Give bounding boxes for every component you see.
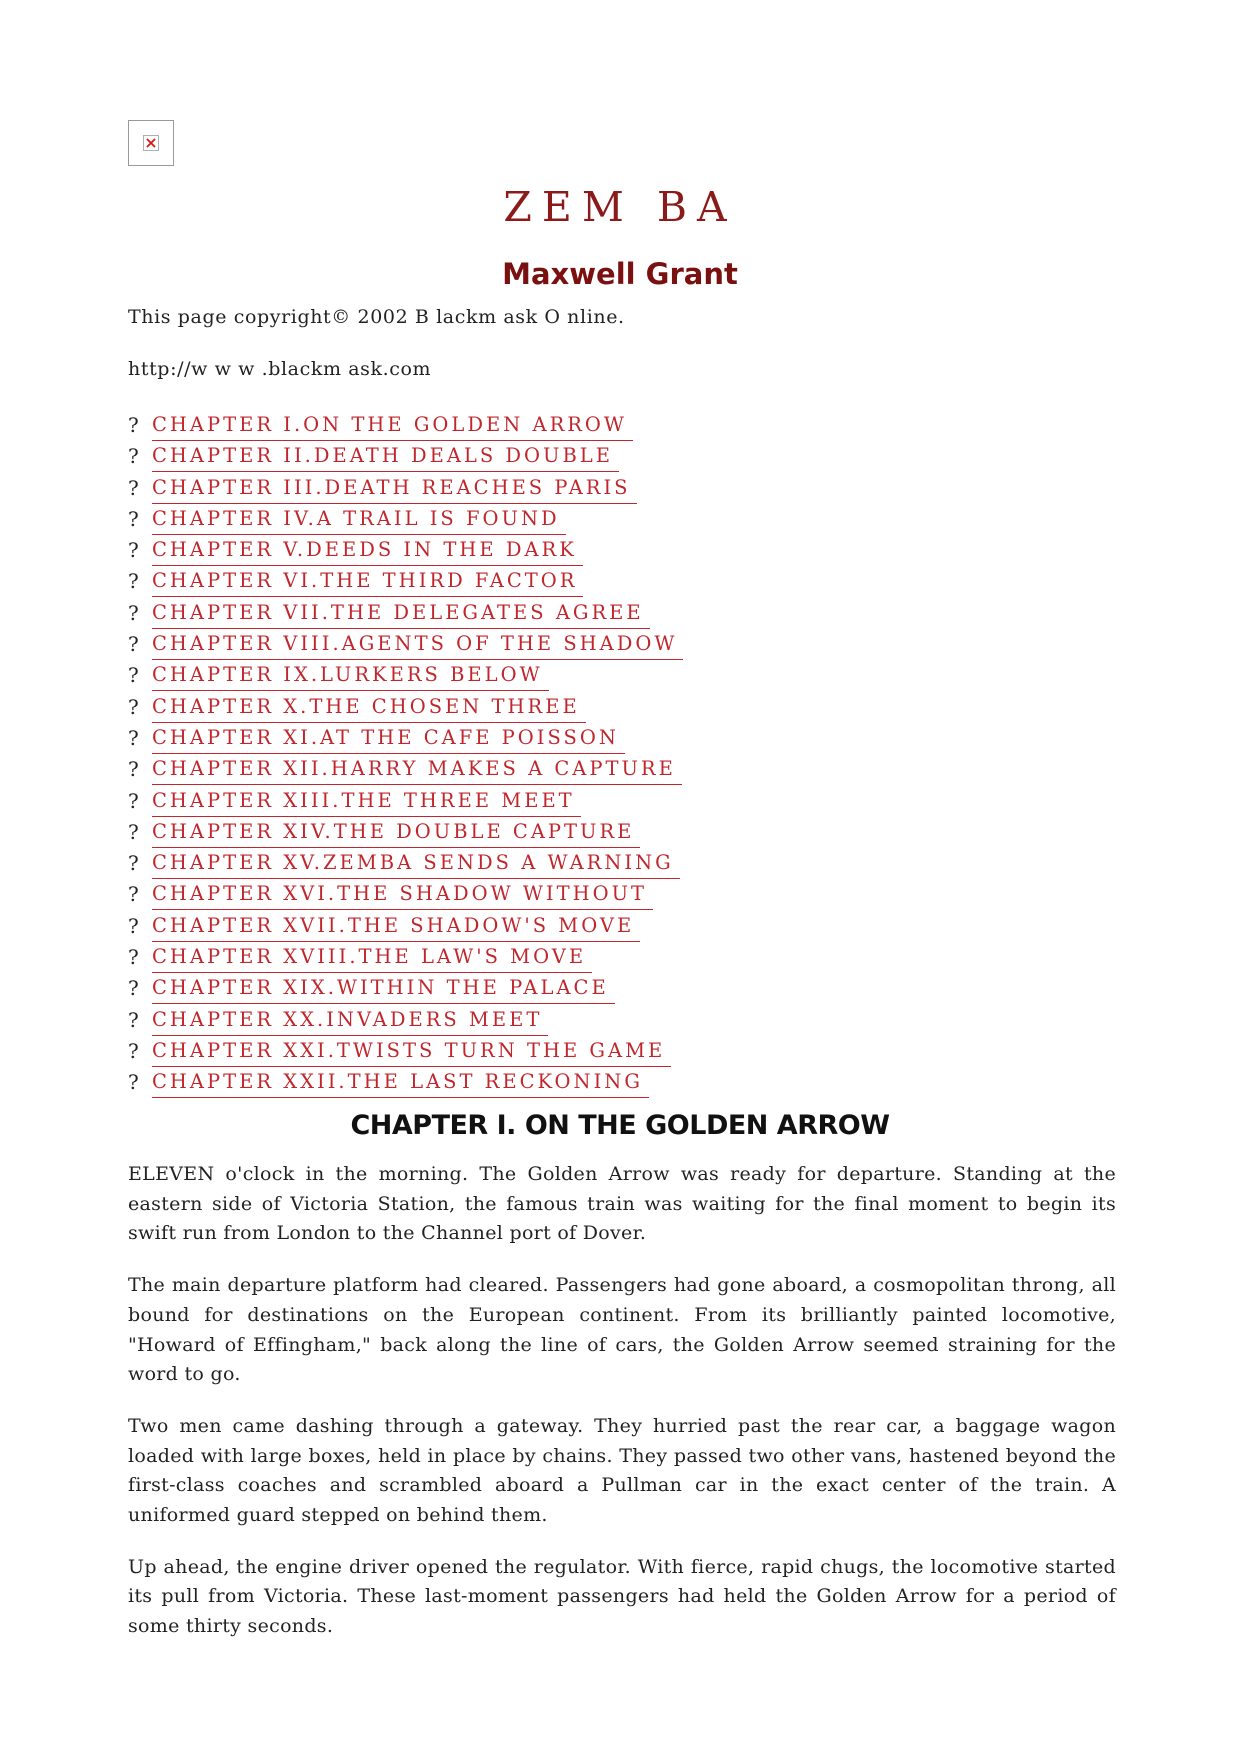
- site-url: http://w w w .blackm ask.com: [128, 358, 432, 380]
- paragraph: Two men came dashing through a gateway. They hurried past the rear car, a baggage wagon loaded with large boxes, held in place by chains. They passed two other vans, hastened beyond the first-class coaches and scrambled aboard a Pullman car in the exact center of the train. A uniformed guard stepped on behind them.: [128, 1414, 1116, 1527]
- toc-link-chapter-21[interactable]: CHAPTER XXI.TWISTS TURN THE GAME: [152, 1039, 671, 1067]
- chapter-heading: CHAPTER I. ON THE GOLDEN ARROW: [350, 1110, 890, 1141]
- toc-item: [128, 789, 683, 820]
- toc-bullet: ?: [128, 882, 139, 907]
- toc-link-chapter-22[interactable]: CHAPTER XXII.THE LAST RECKONING: [152, 1070, 649, 1098]
- toc-link-chapter-1[interactable]: CHAPTER I.ON THE GOLDEN ARROW: [152, 413, 633, 441]
- toc-bullet: ?: [128, 475, 139, 500]
- toc-bullet: ?: [128, 413, 139, 437]
- toc-link-chapter-17[interactable]: CHAPTER XVII.THE SHADOW'S MOVE: [152, 914, 640, 942]
- toc-item: [128, 507, 683, 538]
- toc-bullet: ?: [128, 788, 139, 813]
- toc-item: [128, 945, 683, 976]
- toc-item: [128, 476, 683, 507]
- toc-bullet: ?: [128, 632, 139, 657]
- toc-bullet: ?: [128, 725, 139, 750]
- toc-bullet: ?: [128, 819, 139, 844]
- toc-link-chapter-3[interactable]: CHAPTER III.DEATH REACHES PARIS: [152, 476, 637, 504]
- toc-bullet: ?: [128, 569, 139, 594]
- toc-item: [128, 444, 683, 475]
- toc-bullet: ?: [128, 663, 139, 688]
- toc-item: [128, 914, 683, 945]
- toc-bullet: ?: [128, 757, 139, 782]
- toc-item: [128, 632, 683, 663]
- toc-item: [128, 1039, 683, 1070]
- toc-bullet: ?: [128, 913, 139, 938]
- toc-item: [128, 820, 683, 851]
- toc-link-chapter-13[interactable]: CHAPTER XIII.THE THREE MEET: [152, 789, 581, 817]
- toc-link-chapter-16[interactable]: CHAPTER XVI.THE SHADOW WITHOUT: [152, 882, 653, 910]
- toc-item: [128, 851, 683, 882]
- table-of-contents: [128, 413, 683, 1102]
- toc-bullet: ?: [128, 1007, 139, 1032]
- toc-link-chapter-10[interactable]: CHAPTER X.THE CHOSEN THREE: [152, 695, 586, 723]
- toc-item: [128, 663, 683, 694]
- toc-link-chapter-18[interactable]: CHAPTER XVIII.THE LAW'S MOVE: [152, 945, 592, 973]
- toc-item: [128, 757, 683, 788]
- toc-link-chapter-7[interactable]: CHAPTER VII.THE DELEGATES AGREE: [152, 601, 650, 629]
- toc-item: [128, 413, 683, 444]
- toc-link-chapter-5[interactable]: CHAPTER V.DEEDS IN THE DARK: [152, 538, 583, 566]
- book-author: Maxwell Grant: [502, 257, 738, 291]
- toc-bullet: ?: [128, 851, 139, 876]
- toc-link-chapter-19[interactable]: CHAPTER XIX.WITHIN THE PALACE: [152, 976, 615, 1004]
- toc-bullet: ?: [128, 600, 139, 625]
- toc-item: [128, 601, 683, 632]
- paragraph: The main departure platform had cleared. Passengers had gone aboard, a cosmopolitan throng, all bound for destinations on the European continent. From its brilliantly painted locomotive, "Howard of Effingham," back along the line of cars, the Golden Arrow seemed straining for the word to go.: [128, 1274, 1116, 1386]
- book-title: ZEM BA: [503, 183, 737, 231]
- toc-item: [128, 569, 683, 600]
- toc-link-chapter-11[interactable]: CHAPTER XI.AT THE CAFE POISSON: [152, 726, 625, 754]
- toc-item: [128, 538, 683, 569]
- toc-bullet: ?: [128, 538, 139, 563]
- toc-bullet: ?: [128, 506, 139, 531]
- toc-link-chapter-6[interactable]: CHAPTER VI.THE THIRD FACTOR: [152, 569, 583, 597]
- toc-link-chapter-14[interactable]: CHAPTER XIV.THE DOUBLE CAPTURE: [152, 820, 640, 848]
- toc-link-chapter-15[interactable]: CHAPTER XV.ZEMBA SENDS A WARNING: [152, 851, 680, 879]
- paragraph: ELEVEN o'clock in the morning. The Golden Arrow was ready for departure. Standing at the eastern side of Victoria Station, the famous train was waiting for the final moment to begin its swift run from London to the Channel port of Dover.: [128, 1163, 1116, 1245]
- toc-link-chapter-12[interactable]: CHAPTER XII.HARRY MAKES A CAPTURE: [152, 757, 682, 785]
- toc-bullet: ?: [128, 1038, 139, 1063]
- toc-item: [128, 695, 683, 726]
- toc-link-chapter-2[interactable]: CHAPTER II.DEATH DEALS DOUBLE: [152, 444, 619, 472]
- toc-link-chapter-8[interactable]: CHAPTER VIII.AGENTS OF THE SHADOW: [152, 632, 683, 660]
- toc-item: [128, 726, 683, 757]
- toc-bullet: ?: [128, 945, 139, 970]
- chapter-body: [128, 1160, 1116, 1664]
- broken-image-icon: [128, 120, 174, 166]
- toc-item: [128, 1070, 683, 1101]
- toc-item: [128, 976, 683, 1007]
- toc-link-chapter-20[interactable]: CHAPTER XX.INVADERS MEET: [152, 1008, 548, 1036]
- toc-bullet: ?: [128, 1070, 139, 1095]
- paragraph: Up ahead, the engine driver opened the regulator. With fierce, rapid chugs, the locomotive started its pull from Victoria. These last-moment passengers had held the Golden Arrow for a period of some thirty seconds.: [128, 1555, 1116, 1638]
- toc-link-chapter-4[interactable]: CHAPTER IV.A TRAIL IS FOUND: [152, 507, 566, 535]
- toc-bullet: ?: [128, 444, 139, 469]
- toc-link-chapter-9[interactable]: CHAPTER IX.LURKERS BELOW: [152, 663, 549, 691]
- toc-bullet: ?: [128, 976, 139, 1001]
- toc-item: [128, 882, 683, 913]
- toc-item: [128, 1008, 683, 1039]
- toc-bullet: ?: [128, 694, 139, 719]
- copyright-notice: This page copyright© 2002 B lackm ask O nline.: [128, 306, 625, 328]
